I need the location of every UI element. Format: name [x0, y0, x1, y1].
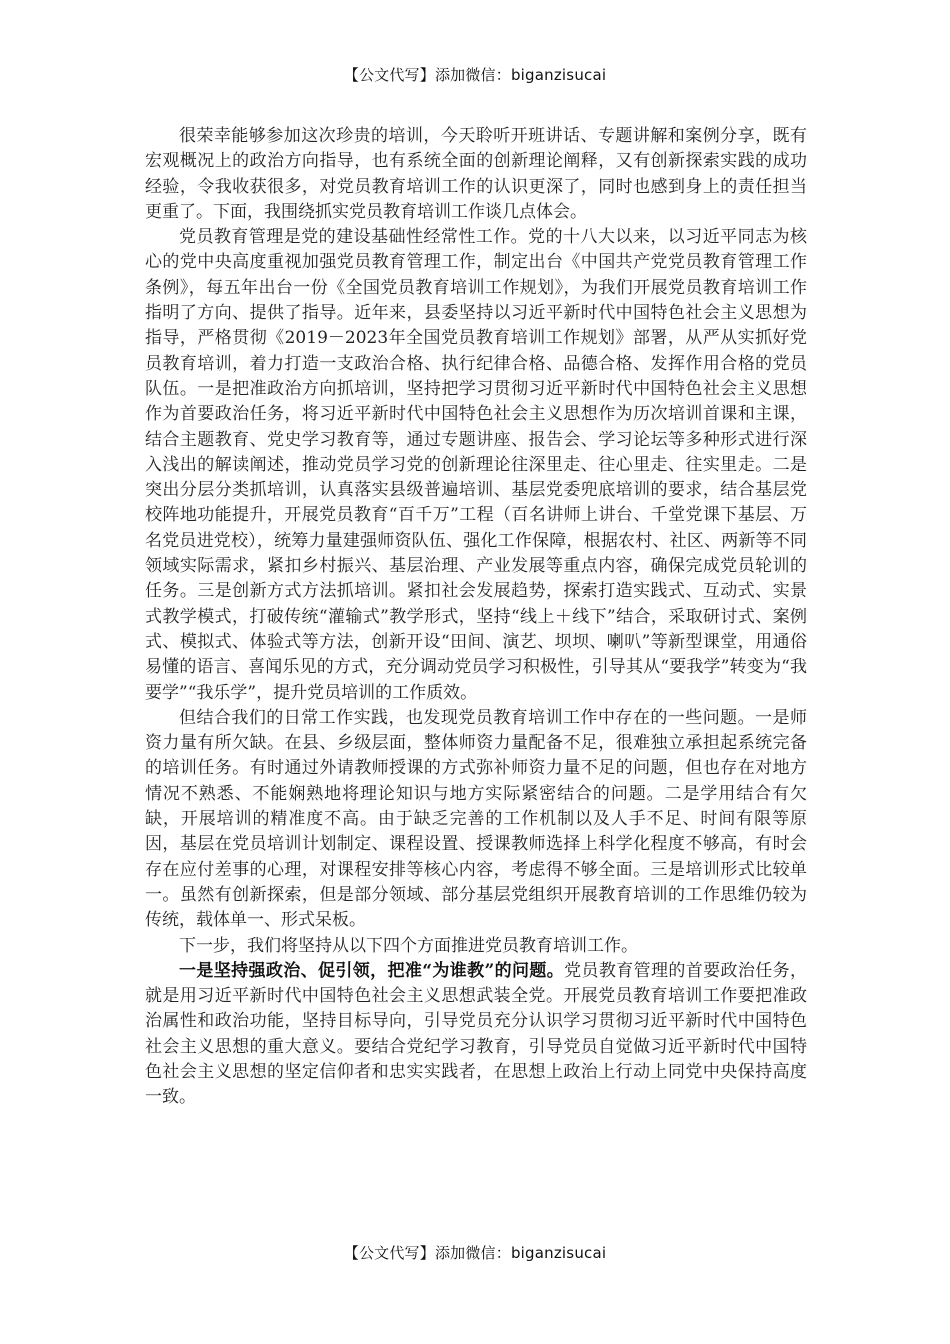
paragraph-problems: 但结合我们的日常工作实践，也发现党员教育培训工作中存在的一些问题。一是师资力量有所欠缺。在县、乡级层面，整体师资力量配备不足，很难独立承担起系统完备的培训任务。有时通过外请教师授课的方式弥补师资力量不足的问题，但也存在对地方情况不熟悉、不能娴熟地将理论知识与地方实际紧密结合的问题。二是学用结合有欠缺，开展培训的精准度不高。由于缺乏完善的工作机制以及人手不足、时间有限等原因，基层在党员培训计划制定、课程设置、授课教师选择上科学化程度不够高，有时会存在应付差事的心理，对课程安排等核心内容，考虑得不够全面。三是培训形式比较单一。虽然有创新探索，但是部分领域、部分基层党组织开展教育培训的工作思维仍较为传统，载体单一、形式呆板。: [145, 707, 807, 931]
page-footer-watermark: 【公文代写】添加微信：biganzisucai: [343, 1244, 607, 1262]
paragraph-measure-one: [145, 959, 807, 1111]
paragraph-next-steps: 下一步，我们将坚持从以下四个方面推进党员教育培训工作。: [179, 935, 638, 956]
measure-one-heading: 一是坚持强政治、促引领，把准“为谁教”的问题。: [179, 960, 565, 981]
paragraph-achievements: 党员教育管理是党的建设基础性经常性工作。党的十八大以来，以习近平同志为核心的党中央高度重视加强党员教育管理工作，制定出台《中国共产党党员教育管理工作条例》，每五年出台一份《全国党员教育培训工作规划》，为我们开展党员教育培训工作指明了方向、提供了指导。近年来，县委坚持以习近平新时代中国特色社会主义思想为指导，严格贯彻《2019－2023年全国党员教育培训工作规划》部署，从严从实抓好党员教育培训，着力打造一支政治合格、执行纪律合格、品德合格、发挥作用合格的党员队伍。一是把准政治方向抓培训，坚持把学习贯彻习近平新时代中国特色社会主义思想作为首要政治任务，将习近平新时代中国特色社会主义思想作为历次培训首课和主课，结合主题教育、党史学习教育等，通过专题讲座、报告会、学习论坛等多种形式进行深入浅出的解读阐述，推动党员学习党的创新理论往深里走、往心里走、往实里走。二是突出分层分类抓培训，认真落实县级普遍培训、基层党委兜底培训的要求，结合基层党校阵地功能提升，开展党员教育“百千万”工程（百名讲师上讲台、千堂党课下基层、万名党员进党校），统筹力量建强师资队伍、强化工作保障，根据农村、社区、两新等不同领域实际需求，紧扣乡村振兴、基层治理、产业发展等重点内容，确保完成党员轮训的任务。三是创新方式方法抓培训。紧扣社会发展趋势，探索打造实践式、互动式、实景式教学模式，打破传统“灌输式”教学形式，坚持“线上＋线下”结合，采取研讨式、案例式、模拟式、体验式等方法，创新开设“田间、演艺、坝坝、喇叭”等新型课堂，用通俗易懂的语言、喜闻乐见的方式，充分调动党员学习积极性，引导其从“要我学”转变为“我要学”“我乐学”，提升党员培训的工作质效。: [145, 227, 807, 703]
document-body: [145, 124, 807, 1111]
paragraph-intro: 很荣幸能够参加这次珍贵的培训，今天聆听开班讲话、专题讲解和案例分享，既有宏观概况上的政治方向指导，也有系统全面的创新理论阐释，又有创新探索实践的成功经验，令我收获很多，对党员教育培训工作的认识更深了，同时也感到身上的责任担当更重了。下面，我围绕抓实党员教育培训工作谈几点体会。: [145, 126, 807, 222]
measure-one-body: 党员教育管理的首要政治任务，就是用习近平新时代中国特色社会主义思想武装全党。开展党员教育培训工作要把准政治属性和政治功能，坚持目标导向，引导党员充分认识学习贯彻习近平新时代中国特色社会主义思想的重大意义。要结合党纪学习教育，引导党员自觉做习近平新时代中国特色社会主义思想的坚定信仰者和忠实实践者，在思想上政治上行动上同党中央保持高度一致。: [145, 960, 808, 1108]
page-header-watermark: 【公文代写】添加微信：biganzisucai: [343, 66, 607, 84]
